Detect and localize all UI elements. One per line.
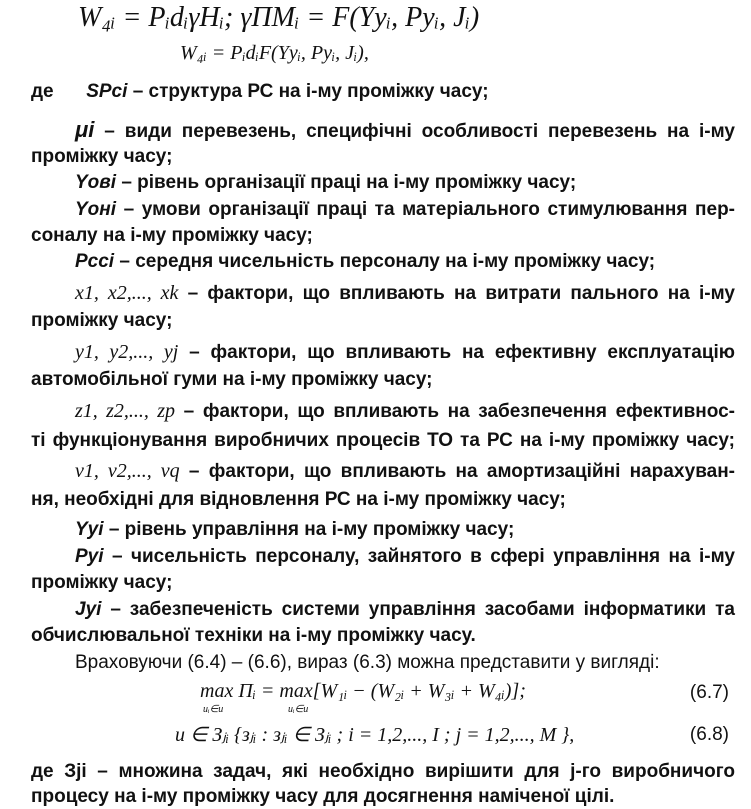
formula-1: W₄ᵢ = PᵢdᵢγHᵢ; γПМᵢ = F(Yyᵢ, Pyᵢ, Jᵢ) <box>78 2 480 33</box>
symbol-s-pci: SPci <box>86 81 128 102</box>
def-p-yi-a: – чисельність персоналу, зайнятого в сфері управління на і-му <box>111 546 735 567</box>
def-mu-i-b: проміжку часу; <box>31 146 173 167</box>
de-label: де <box>31 81 54 102</box>
def-p-cci: – середня чисельність персоналу на і-му проміжку часу; <box>119 251 656 272</box>
equation-6-8-number: (6.8) <box>689 724 729 745</box>
equation-6-7-under-2: uᵢ∈u <box>288 704 309 715</box>
def-line-y-a <box>75 340 735 365</box>
formula-2: W₄ᵢ = PᵢdᵢF(Yyᵢ, Pyᵢ, Jᵢ), <box>180 42 369 64</box>
def-line-z-a <box>75 399 735 424</box>
def-p-yi-b: проміжку часу; <box>31 572 173 593</box>
def-line-p-cci <box>75 250 655 274</box>
def-v-a: – фактори, що впливають на амортизаційні нарахуван- <box>188 461 736 482</box>
def-mu-i-a: – види перевезень, специфічні особливості перевезень на і-му <box>104 121 735 142</box>
symbol-y-ovi: Yовi <box>75 172 117 193</box>
def-line-y-ovi <box>75 171 576 195</box>
symbol-z-list: z1, z2,..., zp <box>75 400 176 422</box>
final-line-a: де Зji – множина задач, які необхідно вирішити для j-го виробничого <box>31 761 735 782</box>
def-line-j-yi-a <box>75 598 735 622</box>
symbol-x-list: x1, x2,..., xk <box>75 282 179 304</box>
def-y-oni-b: соналу на і-му проміжку часу; <box>31 225 313 246</box>
symbol-y-list: y1, y2,..., yj <box>75 341 179 363</box>
def-z-b: ті функціонування виробничих процесів ТО та РС на і-му проміжку часу; <box>31 430 735 451</box>
def-line-mu-a <box>75 118 735 144</box>
def-x-a: – фактори, що впливають на витрати пального на і-му <box>187 283 735 304</box>
def-line-v-a <box>75 459 735 484</box>
symbol-y-oni: Yоні <box>75 199 117 220</box>
symbol-j-yi: Jyi <box>75 599 102 620</box>
def-line-p-yi-a <box>75 545 735 569</box>
symbol-y-yi: Yyi <box>75 519 104 540</box>
def-z-a: – фактори, що впливають на забезпечення ефективнос- <box>183 401 735 422</box>
def-y-b: автомобільної гуми на і-му проміжку часу; <box>31 369 433 390</box>
symbol-mu-i: μi <box>75 117 95 142</box>
equation-6-7-under-1: uᵢ∈u <box>203 704 224 715</box>
def-line-y-yi <box>75 518 514 542</box>
equation-6-7: max Пᵢ = max[W₁ᵢ − (W₂ᵢ + W₃ᵢ + W₄ᵢ)]; <box>200 680 526 702</box>
def-line-s-pci <box>31 80 489 104</box>
equation-6-8: u ∈ Зⱼᵢ {зⱼᵢ : зⱼᵢ ∈ Зⱼᵢ ; i = 1,2,..., I ; j = 1,2,..., M }, <box>175 724 575 746</box>
def-v-b: ня, необхідні для відновлення РС на і-му проміжку часу; <box>31 489 566 510</box>
symbol-v-list: ν1, ν2,..., νq <box>75 460 180 482</box>
def-line-y-oni-a <box>75 198 735 222</box>
equation-6-7-number: (6.7) <box>689 682 729 703</box>
def-s-pci: – структура РС на і-му проміжку часу; <box>132 81 489 102</box>
final-line-b: процесу на і-му проміжку часу для досягнення наміченої цілі. <box>31 786 615 807</box>
def-y-oni-a: – умови організації праці та матеріального стимулювання пер- <box>123 199 736 220</box>
def-y-a: – фактори, що впливають на ефективну експлуатацію <box>189 342 736 363</box>
symbol-p-yi: Pyi <box>75 546 104 567</box>
def-x-b: проміжку часу; <box>31 310 173 331</box>
symbol-p-cci: Pссі <box>75 251 115 272</box>
def-line-x-a <box>75 281 735 306</box>
def-j-yi-a: – забезпеченість системи управління засобами інформатики та <box>110 599 735 620</box>
intro-line: Враховуючи (6.4) – (6.6), вираз (6.3) можна представити у вигляді: <box>75 652 660 673</box>
def-j-yi-b: обчислювальної техніки на і-му проміжку часу. <box>31 625 476 646</box>
def-y-ovi: – рівень організації праці на і-му проміжку часу; <box>121 172 577 193</box>
def-y-yi: – рівень управління на і-му проміжку часу; <box>108 519 515 540</box>
